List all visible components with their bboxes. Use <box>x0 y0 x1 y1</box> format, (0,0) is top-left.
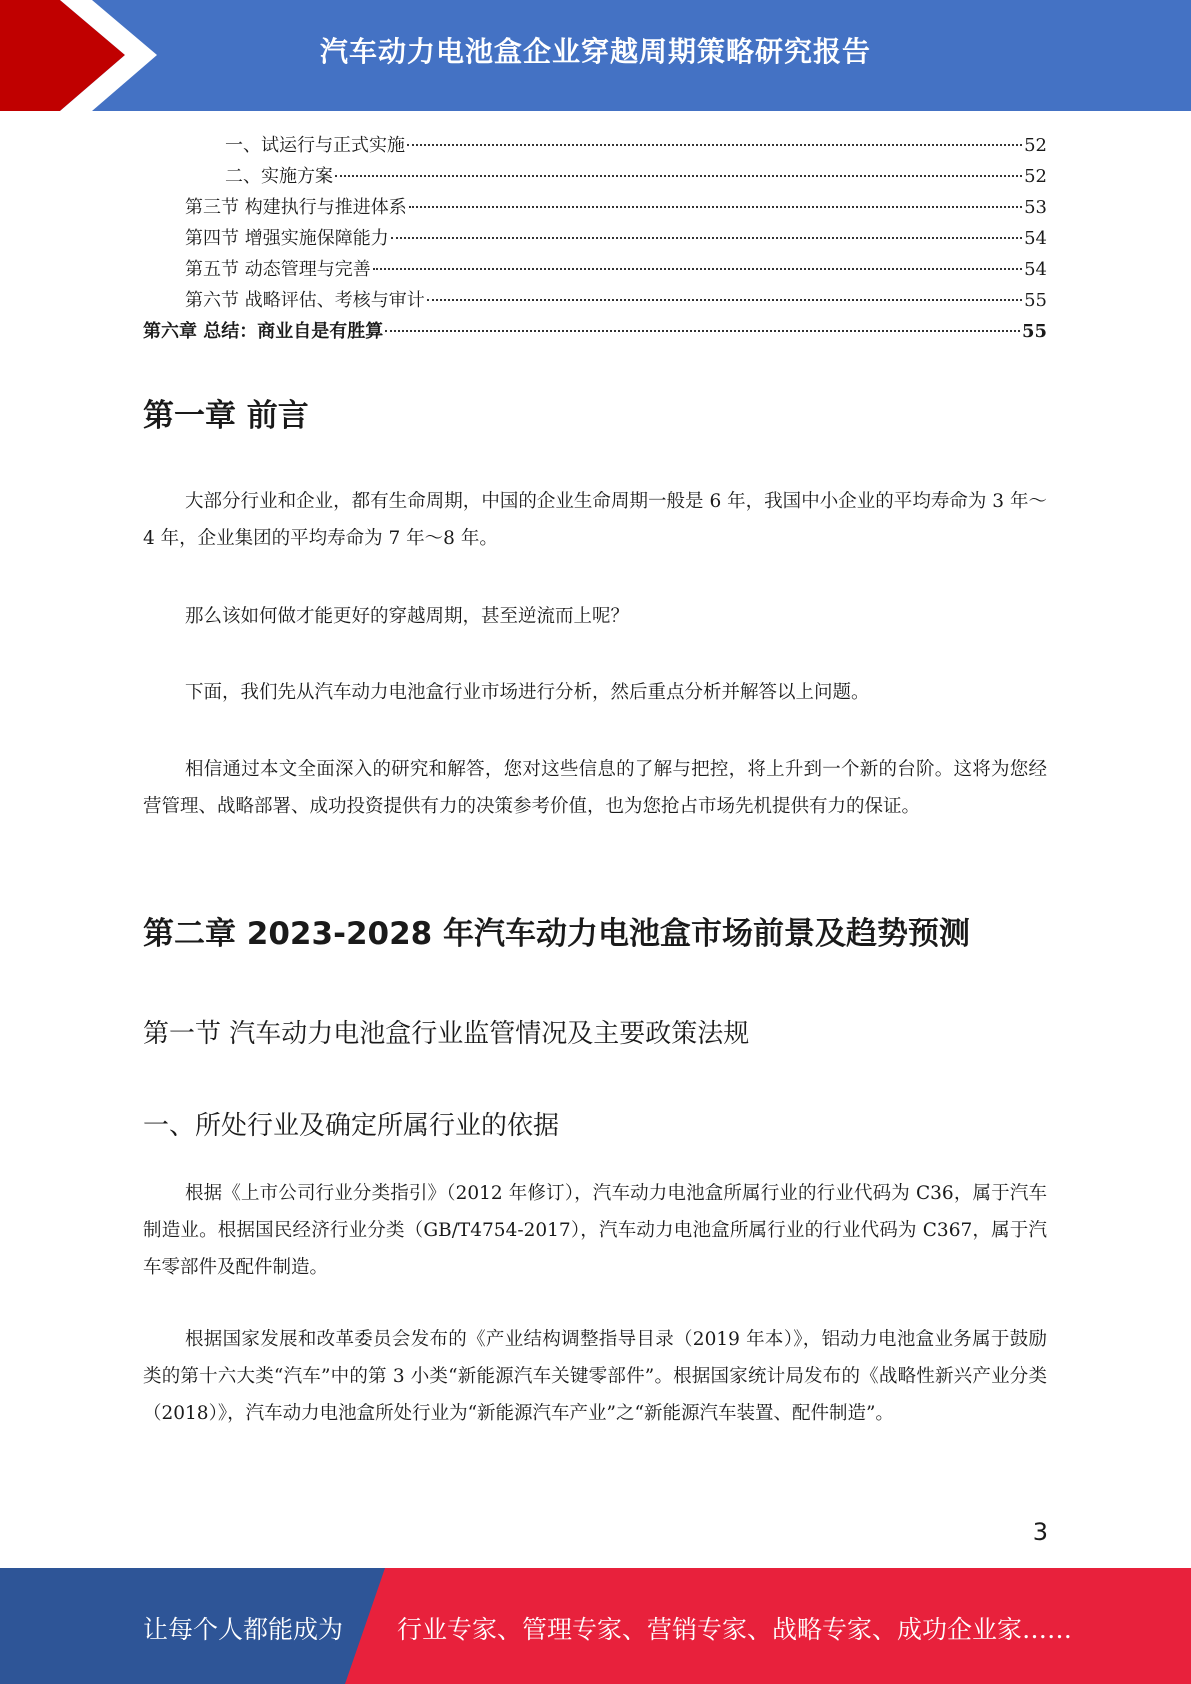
toc-entry-label: 一、试运行与正式实施 <box>225 135 405 156</box>
toc-entry[interactable] <box>143 223 1047 254</box>
page-header <box>0 0 1191 111</box>
toc-entry-label: 第三节 构建执行与推进体系 <box>185 197 407 218</box>
toc-entry[interactable] <box>143 130 1047 161</box>
body-paragraph: 大部分行业和企业，都有生命周期，中国的企业生命周期一般是 6 年，我国中小企业的平均寿命为 3 年～4 年，企业集团的平均寿命为 7 年～8 年。 <box>143 491 1047 549</box>
toc-entry-chapter[interactable] <box>143 316 1047 347</box>
toc-leader-dots <box>373 268 1022 270</box>
toc-entry[interactable] <box>143 192 1047 223</box>
toc-entry-label: 二、实施方案 <box>225 166 333 187</box>
toc-leader-dots <box>407 144 1022 146</box>
toc-entry-page: 52 <box>1024 166 1047 187</box>
toc-entry-label: 第五节 动态管理与完善 <box>185 259 371 280</box>
toc-entry[interactable] <box>143 285 1047 316</box>
toc-entry-label: 第六节 战略评估、考核与审计 <box>185 290 425 311</box>
body-paragraph: 根据国家发展和改革委员会发布的《产业结构调整指导目录（2019 年本）》，铝动力电池盒业务属于鼓励类的第十六大类“汽车”中的第 3 小类“新能源汽车关键零部件”。根据国家统计局发布的《战略性新兴产业分类（2018）》，汽车动力电池盒所处行业为“新能源汽车产业”之“新能源汽车装置、配件制造”。 <box>143 1329 1047 1424</box>
table-of-contents <box>143 130 1047 347</box>
toc-entry-page: 52 <box>1024 135 1047 156</box>
subsection-heading: 一、所处行业及确定所属行业的依据 <box>143 1111 560 1141</box>
toc-entry-label: 第四节 增强实施保障能力 <box>185 228 389 249</box>
toc-leader-dots <box>427 299 1022 301</box>
toc-entry-page: 55 <box>1024 290 1047 311</box>
toc-entry[interactable] <box>143 161 1047 192</box>
chapter-heading: 第二章 2023-2028 年汽车动力电池盒市场前景及趋势预测 <box>143 916 971 952</box>
toc-entry-page: 54 <box>1024 259 1047 280</box>
toc-leader-dots <box>409 206 1022 208</box>
chapter-heading: 第一章 前言 <box>143 398 309 434</box>
body-paragraph: 下面，我们先从汽车动力电池盒行业市场进行分析，然后重点分析并解答以上问题。 <box>185 682 870 703</box>
body-paragraph: 相信通过本文全面深入的研究和解答，您对这些信息的了解与把控，将上升到一个新的台阶。这将为您经营管理、战略部署、成功投资提供有力的决策参考价值，也为您抢占市场先机提供有力的保证。 <box>143 759 1047 817</box>
page-number: 3 <box>1032 1518 1048 1546</box>
toc-leader-dots <box>385 330 1020 332</box>
section-heading: 第一节 汽车动力电池盒行业监管情况及主要政策法规 <box>143 1019 750 1049</box>
toc-entry-page: 55 <box>1021 321 1047 342</box>
footer-slogan-right: 行业专家、管理专家、营销专家、战略专家、成功企业家…… <box>397 1615 1073 1644</box>
toc-leader-dots <box>391 237 1022 239</box>
footer-slogan-left: 让每个人都能成为 <box>143 1615 344 1644</box>
report-title: 汽车动力电池盒企业穿越周期策略研究报告 <box>319 35 871 68</box>
toc-entry-page: 54 <box>1024 228 1047 249</box>
page-footer <box>0 1568 1191 1684</box>
body-paragraph: 根据《上市公司行业分类指引》（2012 年修订），汽车动力电池盒所属行业的行业代码为 C36，属于汽车制造业。根据国民经济行业分类（GB/T4754-2017），汽车动力电池盒所属行业的行业代码为 C367，属于汽车零部件及配件制造。 <box>143 1183 1047 1278</box>
toc-entry-page: 53 <box>1024 197 1047 218</box>
body-paragraph: 那么该如何做才能更好的穿越周期，甚至逆流而上呢？ <box>185 606 630 627</box>
toc-entry-label: 第六章 总结：商业自是有胜算 <box>143 321 384 342</box>
toc-leader-dots <box>335 175 1022 177</box>
toc-entry[interactable] <box>143 254 1047 285</box>
